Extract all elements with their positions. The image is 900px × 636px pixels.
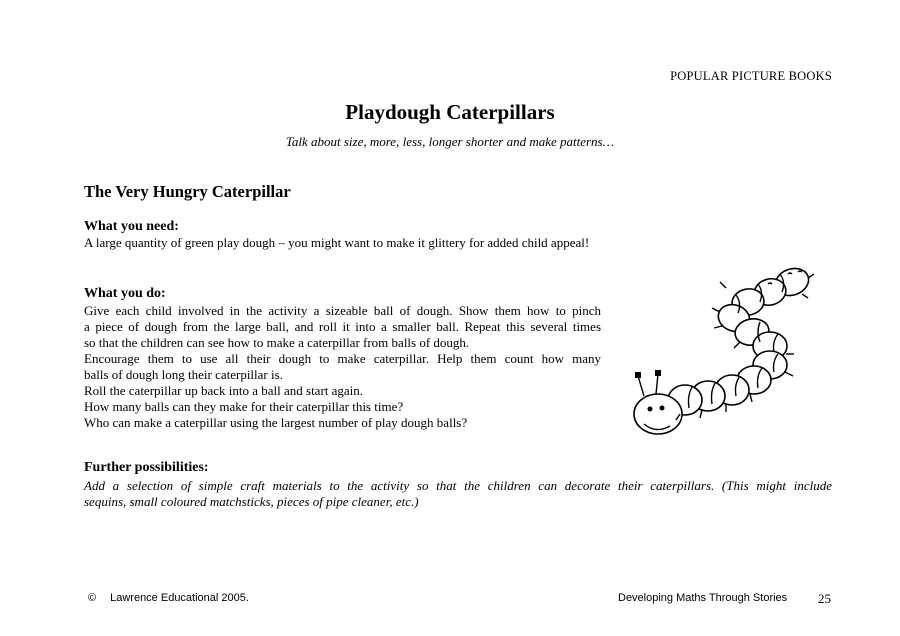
footer-publisher: Lawrence Educational 2005. bbox=[110, 592, 249, 604]
further-text bbox=[84, 478, 832, 510]
do-line: Encourage them to use all their dough to make caterpillar. Help them count how many bbox=[84, 351, 601, 366]
do-line: so that the children can see how to make a caterpillar from balls of dough. bbox=[84, 335, 470, 350]
header-category: POPULAR PICTURE BOOKS bbox=[670, 69, 832, 83]
page-subtitle: Talk about size, more, less, longer shorter and make patterns… bbox=[285, 134, 615, 149]
do-heading: What you do: bbox=[84, 286, 166, 301]
do-line: Roll the caterpillar up back into a ball and start again. bbox=[84, 383, 364, 398]
need-heading: What you need: bbox=[84, 219, 179, 234]
do-instructions bbox=[84, 303, 601, 431]
further-line: Add a selection of simple craft materials to the activity so that the children can decorate their caterpillars. (This might include bbox=[84, 478, 832, 493]
caterpillar-drawing-icon bbox=[622, 262, 822, 447]
copyright-symbol: © bbox=[88, 592, 97, 604]
do-line: Give each child involved in the activity a sizeable ball of dough. Show them how to pinch bbox=[84, 303, 601, 318]
page-number: 25 bbox=[818, 591, 831, 606]
book-title: The Very Hungry Caterpillar bbox=[84, 182, 291, 201]
page-title: Playdough Caterpillars bbox=[345, 100, 555, 124]
do-line: a piece of dough from the large ball, and roll it into a smaller ball. Repeat this several times bbox=[84, 319, 601, 334]
do-line: Who can make a caterpillar using the largest number of play dough balls? bbox=[84, 415, 468, 430]
further-heading: Further possibilities: bbox=[84, 460, 209, 475]
need-text: A large quantity of green play dough – you might want to make it glittery for added child appeal! bbox=[84, 235, 590, 250]
do-line: balls of dough long their caterpillar is. bbox=[84, 367, 283, 382]
footer-copyright bbox=[88, 592, 249, 604]
further-line: sequins, small coloured matchsticks, pieces of pipe cleaner, etc.) bbox=[84, 494, 419, 509]
footer-series: Developing Maths Through Stories bbox=[618, 592, 788, 604]
do-line: How many balls can they make for their caterpillar this time? bbox=[84, 399, 404, 414]
